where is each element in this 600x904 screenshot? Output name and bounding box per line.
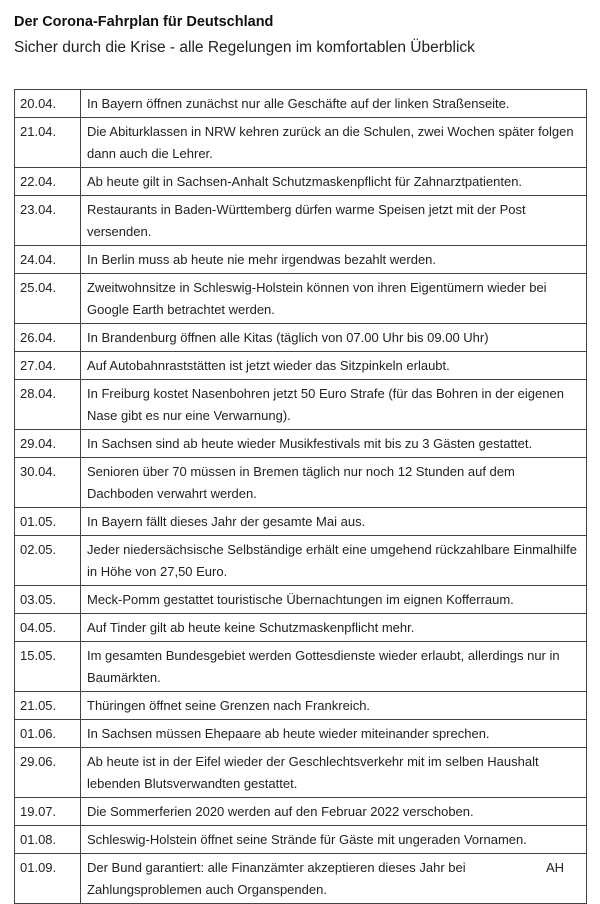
date-cell: 01.05. bbox=[15, 508, 81, 536]
schedule-table-body bbox=[15, 90, 587, 904]
table-row bbox=[15, 168, 587, 196]
table-row bbox=[15, 748, 587, 798]
rule-cell: Der Bund garantiert: alle Finanzämter akzeptieren dieses Jahr bei Zahlungsproblemen auch Organspenden. bbox=[81, 854, 587, 904]
table-row bbox=[15, 692, 587, 720]
rule-cell: Ab heute ist in der Eifel wieder der Geschlechtsverkehr mit im selben Haushalt lebenden Blutsverwandten gestattet. bbox=[81, 748, 587, 798]
table-row bbox=[15, 458, 587, 508]
table-row bbox=[15, 642, 587, 692]
table-row bbox=[15, 196, 587, 246]
table-row bbox=[15, 720, 587, 748]
date-cell: 29.06. bbox=[15, 748, 81, 798]
rule-cell: In Sachsen sind ab heute wieder Musikfestivals mit bis zu 3 Gästen gestattet. bbox=[81, 430, 587, 458]
rule-cell: Auf Autobahnraststätten ist jetzt wieder das Sitzpinkeln erlaubt. bbox=[81, 352, 587, 380]
table-row bbox=[15, 854, 587, 904]
table-row bbox=[15, 586, 587, 614]
date-cell: 01.09. bbox=[15, 854, 81, 904]
date-cell: 01.06. bbox=[15, 720, 81, 748]
date-cell: 30.04. bbox=[15, 458, 81, 508]
rule-cell: Jeder niedersächsische Selbständige erhält eine umgehend rückzahlbare Einmalhilfe in Höhe von 27,50 Euro. bbox=[81, 536, 587, 586]
date-cell: 24.04. bbox=[15, 246, 81, 274]
rule-cell: Zweitwohnsitze in Schleswig-Holstein können von ihren Eigentümern wieder bei Google Earth betrachtet werden. bbox=[81, 274, 587, 324]
author-signature: AH bbox=[545, 860, 564, 875]
table-row bbox=[15, 536, 587, 586]
table-row bbox=[15, 90, 587, 118]
rule-cell: Senioren über 70 müssen in Bremen täglich nur noch 12 Stunden auf dem Dachboden verwahrt werden. bbox=[81, 458, 587, 508]
rule-cell: Die Sommerferien 2020 werden auf den Februar 2022 verschoben. bbox=[81, 798, 587, 826]
table-row bbox=[15, 118, 587, 168]
rule-cell: Restaurants in Baden-Württemberg dürfen warme Speisen jetzt mit der Post versenden. bbox=[81, 196, 587, 246]
date-cell: 27.04. bbox=[15, 352, 81, 380]
document-title: Der Corona-Fahrplan für Deutschland bbox=[14, 14, 274, 30]
date-cell: 28.04. bbox=[15, 380, 81, 430]
table-row bbox=[15, 798, 587, 826]
table-row bbox=[15, 826, 587, 854]
date-cell: 22.04. bbox=[15, 168, 81, 196]
table-row bbox=[15, 352, 587, 380]
table-row bbox=[15, 614, 587, 642]
date-cell: 15.05. bbox=[15, 642, 81, 692]
document-subtitle: Sicher durch die Krise - alle Regelungen im komfortablen Überblick bbox=[14, 39, 475, 56]
date-cell: 02.05. bbox=[15, 536, 81, 586]
date-cell: 26.04. bbox=[15, 324, 81, 352]
rule-cell: Thüringen öffnet seine Grenzen nach Frankreich. bbox=[81, 692, 587, 720]
rule-cell: In Sachsen müssen Ehepaare ab heute wieder miteinander sprechen. bbox=[81, 720, 587, 748]
date-cell: 21.04. bbox=[15, 118, 81, 168]
date-cell: 21.05. bbox=[15, 692, 81, 720]
date-cell: 20.04. bbox=[15, 90, 81, 118]
table-row bbox=[15, 246, 587, 274]
rule-cell: Meck-Pomm gestattet touristische Übernachtungen im eignen Kofferraum. bbox=[81, 586, 587, 614]
rule-cell: In Berlin muss ab heute nie mehr irgendwas bezahlt werden. bbox=[81, 246, 587, 274]
date-cell: 25.04. bbox=[15, 274, 81, 324]
date-cell: 19.07. bbox=[15, 798, 81, 826]
table-row bbox=[15, 380, 587, 430]
date-cell: 04.05. bbox=[15, 614, 81, 642]
table-row bbox=[15, 324, 587, 352]
schedule-table bbox=[14, 89, 587, 904]
rule-cell: In Bayern fällt dieses Jahr der gesamte Mai aus. bbox=[81, 508, 587, 536]
date-cell: 03.05. bbox=[15, 586, 81, 614]
rule-cell: Ab heute gilt in Sachsen-Anhalt Schutzmaskenpflicht für Zahnarztpatienten. bbox=[81, 168, 587, 196]
rule-cell: Auf Tinder gilt ab heute keine Schutzmaskenpflicht mehr. bbox=[81, 614, 587, 642]
rule-cell: Im gesamten Bundesgebiet werden Gottesdienste wieder erlaubt, allerdings nur in Baumärkten. bbox=[81, 642, 587, 692]
table-row bbox=[15, 274, 587, 324]
date-cell: 29.04. bbox=[15, 430, 81, 458]
rule-cell: In Brandenburg öffnen alle Kitas (täglich von 07.00 Uhr bis 09.00 Uhr) bbox=[81, 324, 587, 352]
table-row bbox=[15, 508, 587, 536]
rule-cell: In Freiburg kostet Nasenbohren jetzt 50 Euro Strafe (für das Bohren in der eigenen Nase gibt es nur eine Verwarnung). bbox=[81, 380, 587, 430]
rule-cell: Die Abiturklassen in NRW kehren zurück an die Schulen, zwei Wochen später folgen dann auch die Lehrer. bbox=[81, 118, 587, 168]
rule-cell: In Bayern öffnen zunächst nur alle Geschäfte auf der linken Straßenseite. bbox=[81, 90, 587, 118]
table-row bbox=[15, 430, 587, 458]
rule-cell: Schleswig-Holstein öffnet seine Strände für Gäste mit ungeraden Vornamen. bbox=[81, 826, 587, 854]
date-cell: 23.04. bbox=[15, 196, 81, 246]
date-cell: 01.08. bbox=[15, 826, 81, 854]
